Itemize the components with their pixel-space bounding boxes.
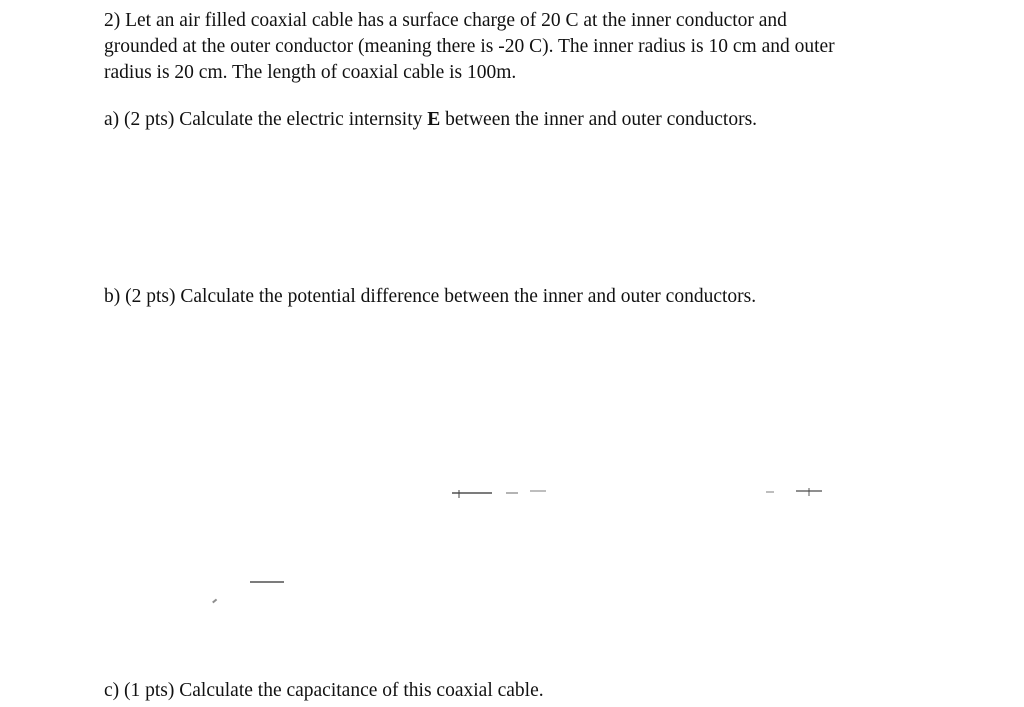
part-a-suffix: between the inner and outer conductors. xyxy=(440,109,758,130)
scan-artifact-mark xyxy=(212,599,217,603)
question-part-a xyxy=(104,107,757,133)
scan-artifact-mark xyxy=(766,491,774,493)
intro-line-2: grounded at the outer conductor (meaning there is -20 C). The inner radius is 10 cm and outer xyxy=(104,36,835,57)
scan-artifact-mark xyxy=(530,490,546,492)
scan-artifact-mark xyxy=(506,492,518,494)
question-part-c: c) (1 pts) Calculate the capacitance of this coaxial cable. xyxy=(104,680,544,701)
question-part-b: b) (2 pts) Calculate the potential difference between the inner and outer conductors. xyxy=(104,286,757,307)
intro-line-3: radius is 20 cm. The length of coaxial cable is 100m. xyxy=(104,62,517,83)
problem-intro xyxy=(104,8,964,86)
scan-artifact-mark xyxy=(250,581,284,583)
part-a-prefix: a) (2 pts) Calculate the electric internsity xyxy=(104,109,428,130)
scan-artifact-mark xyxy=(458,490,460,498)
part-a-symbol: E xyxy=(427,109,441,130)
scan-artifact-mark xyxy=(808,488,810,496)
intro-line-1: 2) Let an air filled coaxial cable has a surface charge of 20 C at the inner conductor and xyxy=(104,10,787,31)
